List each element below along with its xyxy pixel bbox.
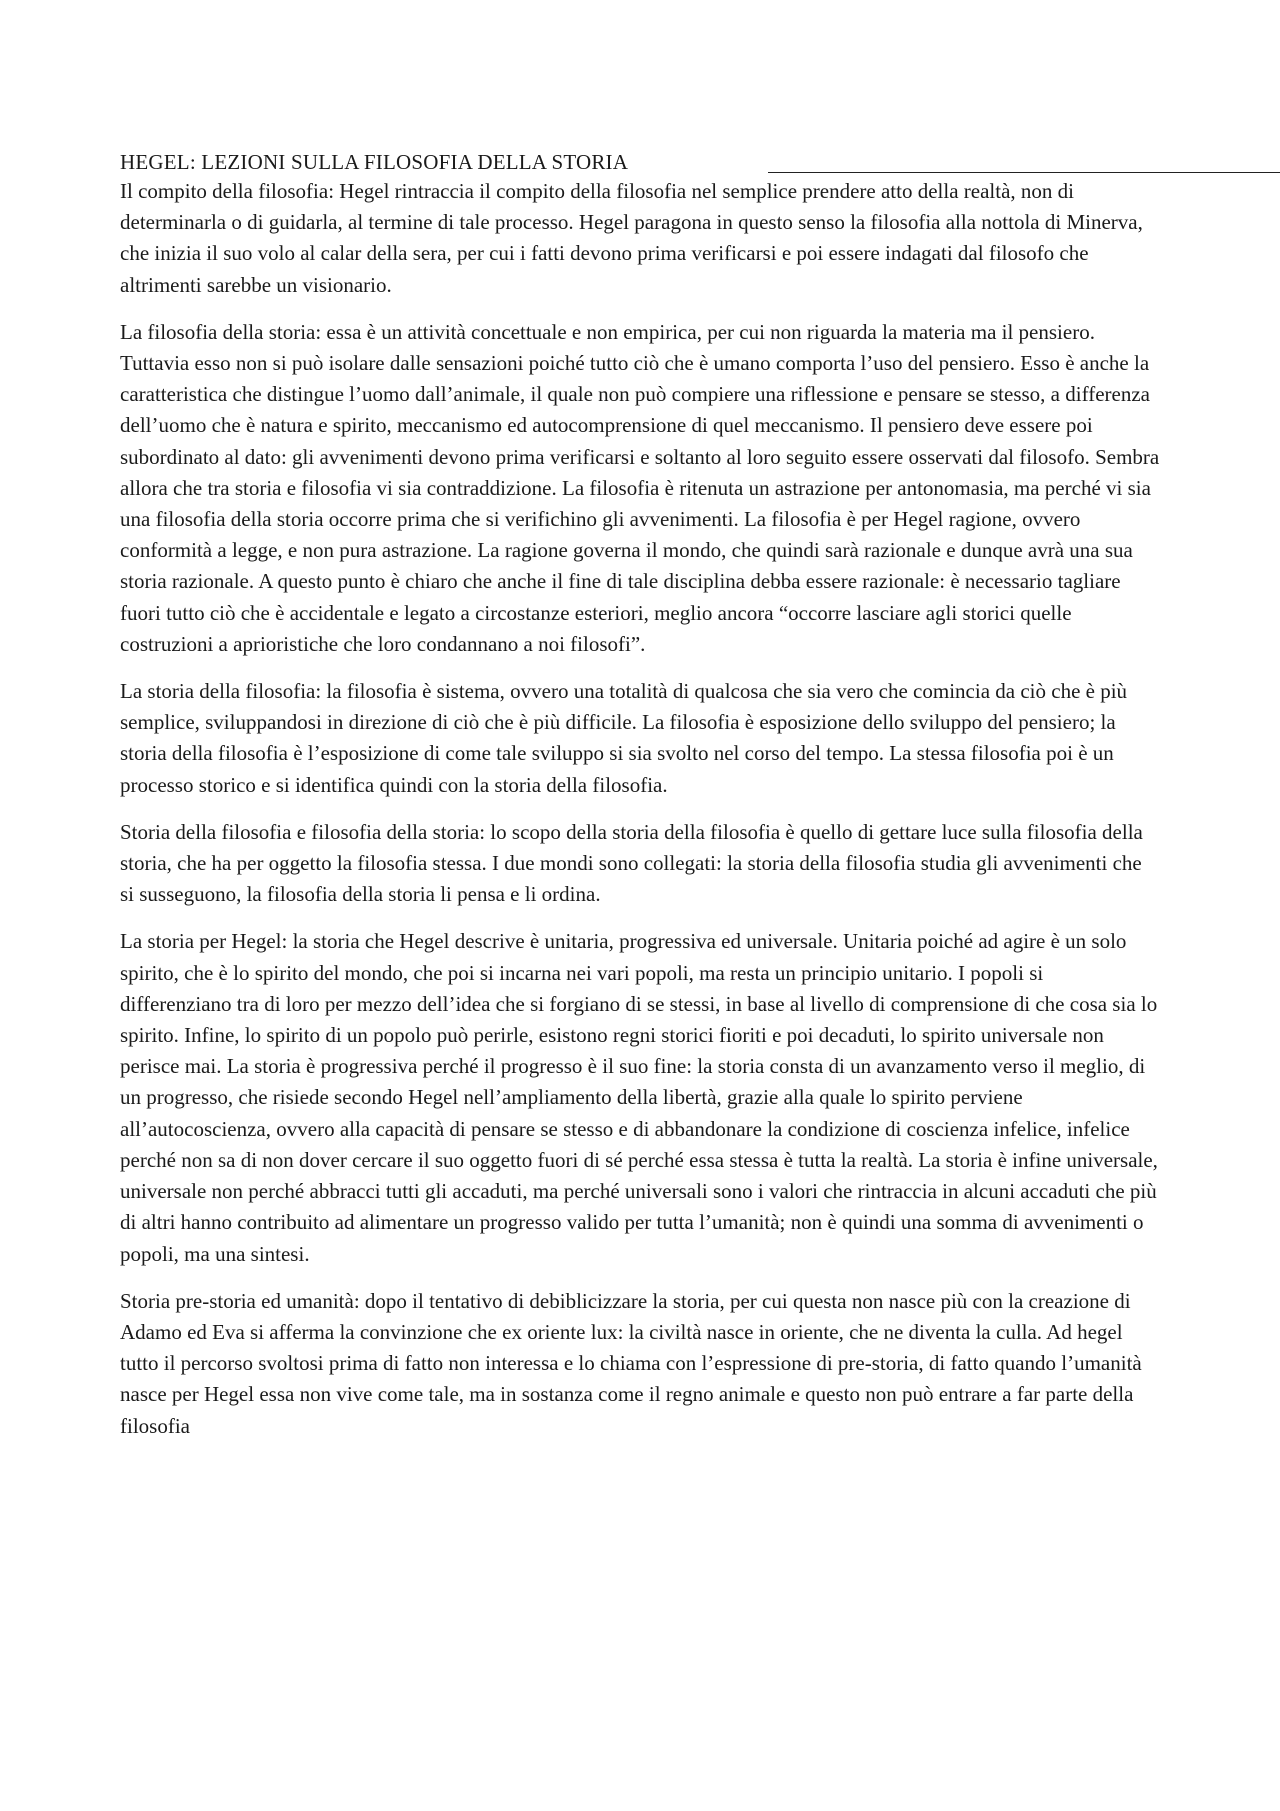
paragraph-pre-storia: Storia pre-storia ed umanità: dopo il tentativo di debiblicizzare la storia, per cui questa non nasce più con la creazione di Adamo ed Eva si afferma la convinzione che ex oriente lux: la civiltà nasce in oriente, che ne diventa la culla. Ad hegel tutto il percorso svoltosi prima di fatto non interessa e lo chiama con l’espressione di pre-storia, di fatto quando l’umanità nasce per Hegel essa non vive come tale, ma in sostanza come il regno animale e questo non può entrare a far parte della filosofia [120,1288,1142,1438]
paragraph-compito-filosofia: Il compito della filosofia: Hegel rintraccia il compito della filosofia nel semplice prendere atto della realtà, non di determinarla o di guidarla, al termine di tale processo. Hegel paragona in questo senso la filosofia alla nottola di Minerva, che inizia il suo volo al calar della sera, per cui i fatti devono prima verificarsi e poi essere indagati dal filosofo che altrimenti sarebbe un visionario. [120,179,1143,297]
paragraph-storia-e-filosofia: Storia della filosofia e filosofia della storia: lo scopo della storia della filosofia è quello di gettare luce sulla filosofia della storia, che ha per oggetto la filosofia stessa. I due mondi sono collegati: la storia della filosofia studia gli avvenimenti che si susseguono, la filosofia della storia li pensa e li ordina. [120,819,1143,907]
document-page [120,148,1160,1458]
paragraph-storia-per-hegel: La storia per Hegel: la storia che Hegel descrive è unitaria, progressiva ed universale. Unitaria poiché ad agire è un solo spirito, che è lo spirito del mondo, che poi si incarna nei vari popoli, ma resta un principio unitario. I popoli si differenziano tra di loro per mezzo dell’idea che si forgiano di se stessi, in base al livello di comprensione di che cosa sia lo spirito. Infine, lo spirito di un popolo può perirle, esistono regni storici fioriti e poi decaduti, lo spirito universale non perisce mai. La storia è progressiva perché il progresso è il suo fine: la storia consta di un avanzamento verso il meglio, di un progresso, che risiede secondo Hegel nell’ampliamento della libertà, grazie alla quale lo spirito perviene all’autocoscienza, ovvero alla capacità di pensare se stesso e di abbandonare la condizione di coscienza infelice, infelice perché non sa di non dover cercare il suo oggetto fuori di sé perché essa stessa è tutta la realtà. La storia è infine universale, universale non perché abbracci tutti gli accaduti, ma perché universali sono i valori che rintraccia in alcuni accaduti che più di altri hanno contribuito ad alimentare un progresso valido per tutta l’umanità; non è quindi una somma di avvenimenti o popoli, ma una sintesi. [120,929,1158,1266]
paragraph-filosofia-storia: La filosofia della storia: essa è un attività concettuale e non empirica, per cui non riguarda la materia ma il pensiero. Tuttavia esso non si può isolare dalle sensazioni poiché tutto ciò che è umano comporta l’uso del pensiero. Esso è anche la caratteristica che distingue l’uomo dall’animale, il quale non può compiere una riflessione e pensare se stesso, a differenza dell’uomo che è natura e spirito, meccanismo ed autocomprensione di quel meccanismo. Il pensiero deve essere poi subordinato al dato: gli avvenimenti devono prima verificarsi e soltanto al loro seguito essere osservati dal filosofo. Sembra allora che tra storia e filosofia vi sia contraddizione. La filosofia è ritenuta un astrazione per antonomasia, ma perché vi sia una filosofia della storia occorre prima che si verifichino gli avvenimenti. La filosofia è per Hegel ragione, ovvero conformità a legge, e non pura astrazione. La ragione governa il mondo, che quindi sarà razionale e dunque avrà una sua storia razionale. A questo punto è chiaro che anche il fine di tale disciplina debba essere razionale: è necessario tagliare fuori tutto ciò che è accidentale e legato a circostanze esteriori, meglio ancora “occorre lasciare agli storici quelle costruzioni a aprioristiche che loro condannano a noi filosofi”. [120,319,1160,656]
title-underline-rule [768,172,1280,173]
document-title: HEGEL: LEZIONI SULLA FILOSOFIA DELLA STORIA [120,150,629,174]
paragraph-storia-filosofia: La storia della filosofia: la filosofia è sistema, ovvero una totalità di qualcosa che sia vero che comincia da ciò che è più semplice, sviluppandosi in direzione di ciò che è più difficile. La filosofia è esposizione dello sviluppo del pensiero; la storia della filosofia è l’esposizione di come tale sviluppo si sia svolto nel corso del tempo. La stessa filosofia poi è un processo storico e si identifica quindi con la storia della filosofia. [120,679,1128,797]
title-row [120,148,1160,176]
